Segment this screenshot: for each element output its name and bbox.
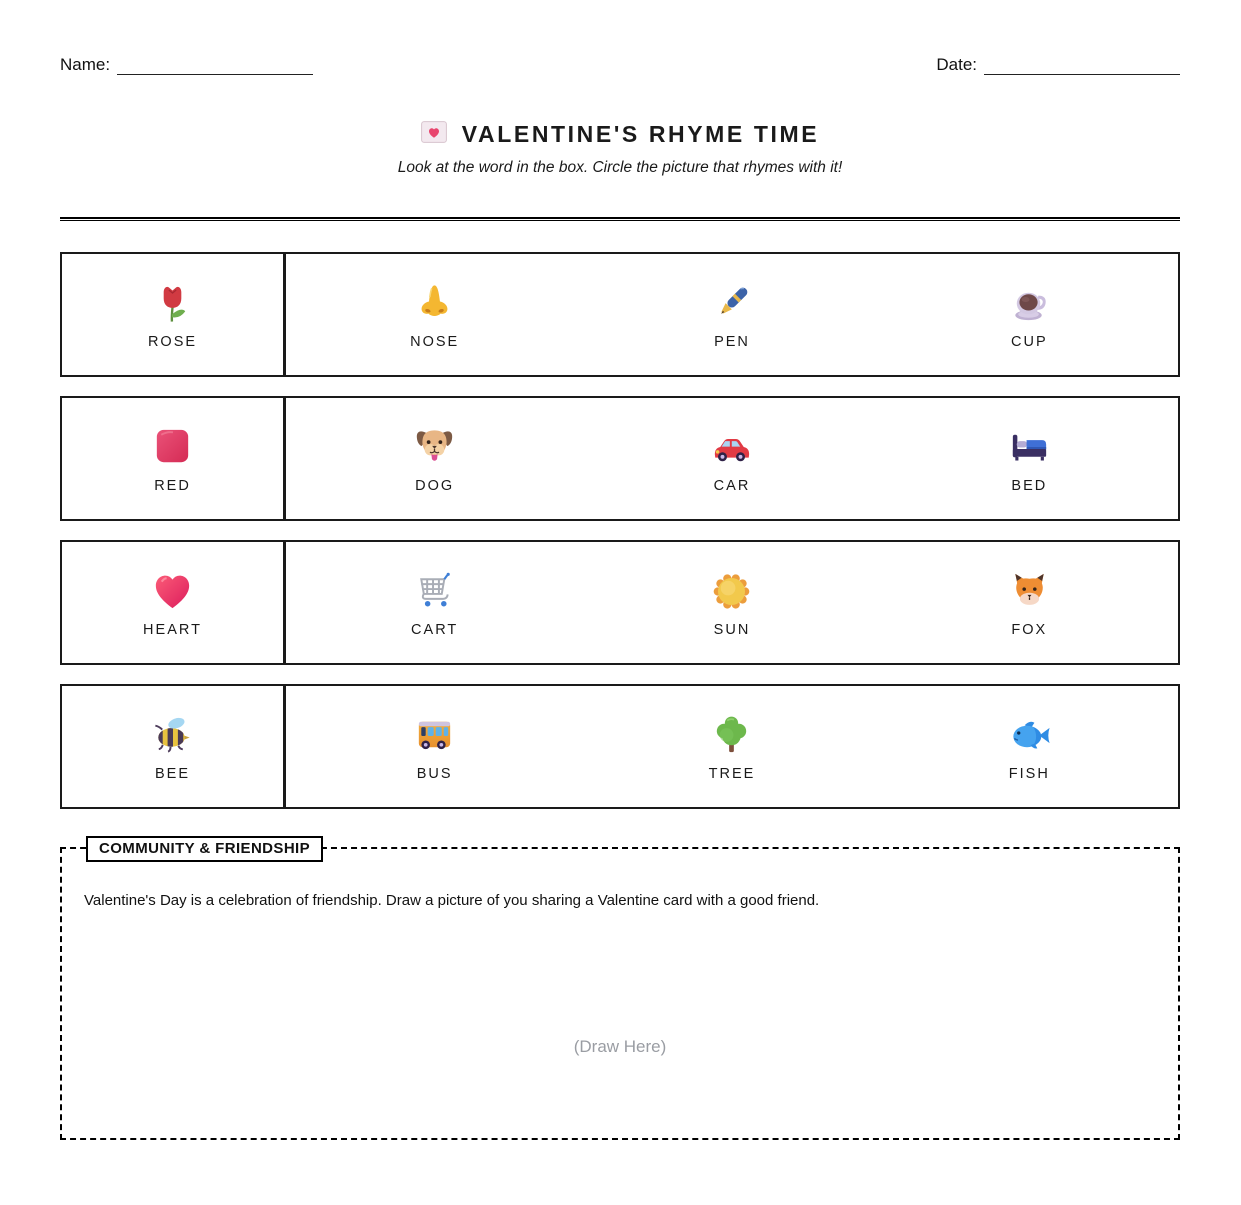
- word-box-rose: [60, 252, 285, 377]
- fox-icon: [1006, 568, 1053, 615]
- tree-icon: [708, 712, 755, 759]
- page-title: VALENTINE'S RHYME TIME: [461, 121, 820, 147]
- dog-icon: [411, 424, 458, 471]
- picture-option-car[interactable]: [583, 398, 880, 519]
- rose-icon: [149, 280, 196, 327]
- picture-option-fish[interactable]: [881, 686, 1178, 807]
- picture-option-nose[interactable]: [286, 254, 583, 375]
- picture-label: BEE: [154, 765, 190, 782]
- picture-label: BED: [1011, 477, 1048, 494]
- rhyme-row: [60, 252, 1180, 377]
- pen-icon: [708, 280, 755, 327]
- title-block: [60, 121, 1180, 177]
- picture-label: RED: [154, 477, 191, 494]
- picture-label: PEN: [714, 333, 750, 350]
- bus-icon: [411, 712, 458, 759]
- cart-icon: [411, 568, 458, 615]
- draw-area-placeholder[interactable]: (Draw Here): [573, 1037, 667, 1056]
- name-label: Name:: [60, 55, 111, 74]
- picture-label: BUS: [416, 765, 453, 782]
- bed-icon: [1006, 424, 1053, 471]
- rhyme-row: [60, 540, 1180, 665]
- picture-label: ROSE: [147, 333, 198, 350]
- activity-prompt: Valentine's Day is a celebration of friendship. Draw a picture of you sharing a Valentine card with a good friend.: [84, 892, 820, 909]
- picture-label: CAR: [713, 477, 751, 494]
- love-letter-icon: [421, 121, 447, 148]
- options-box: [284, 540, 1180, 665]
- date-blank-line[interactable]: [984, 72, 1180, 75]
- sun-icon: [708, 568, 755, 615]
- date-label: Date:: [936, 55, 977, 74]
- picture-option-bus[interactable]: [286, 686, 583, 807]
- car-icon: [708, 424, 755, 471]
- picture-label: FISH: [1008, 765, 1050, 782]
- picture-option-dog[interactable]: [286, 398, 583, 519]
- picture-option-fox[interactable]: [881, 542, 1178, 663]
- picture-option-pen[interactable]: [583, 254, 880, 375]
- divider-double-rule: [60, 217, 1180, 221]
- picture-option-sun[interactable]: [583, 542, 880, 663]
- options-box: [284, 396, 1180, 521]
- rhyme-row: [60, 684, 1180, 809]
- picture-option-bed[interactable]: [881, 398, 1178, 519]
- instructions-text: Look at the word in the box. Circle the picture that rhymes with it!: [397, 159, 843, 176]
- date-field: [936, 56, 1180, 75]
- activity-heading: COMMUNITY & FRIENDSHIP: [86, 836, 323, 862]
- picture-label: HEART: [143, 621, 202, 638]
- name-date-row: [60, 56, 1180, 75]
- picture-option-cart[interactable]: [286, 542, 583, 663]
- options-box: [284, 252, 1180, 377]
- rhyme-row: [60, 396, 1180, 521]
- picture-label: CUP: [1011, 333, 1048, 350]
- red-square-icon: [149, 424, 196, 471]
- picture-label: DOG: [415, 477, 455, 494]
- heart-icon: [149, 568, 196, 615]
- word-box-heart: [60, 540, 285, 665]
- options-box: [284, 684, 1180, 809]
- picture-option-cup[interactable]: [881, 254, 1178, 375]
- rhyme-rows: [60, 252, 1180, 809]
- nose-icon: [411, 280, 458, 327]
- name-field: [60, 56, 313, 75]
- picture-label: SUN: [713, 621, 751, 638]
- picture-label: FOX: [1011, 621, 1048, 638]
- fish-icon: [1006, 712, 1053, 759]
- picture-label: CART: [411, 621, 459, 638]
- picture-label: NOSE: [410, 333, 460, 350]
- name-blank-line[interactable]: [117, 72, 313, 75]
- activity-box: [60, 840, 1180, 1140]
- word-box-bee: [60, 684, 285, 809]
- bee-icon: [149, 712, 196, 759]
- word-box-red: [60, 396, 285, 521]
- cup-icon: [1006, 280, 1053, 327]
- picture-label: TREE: [708, 765, 756, 782]
- picture-option-tree[interactable]: [583, 686, 880, 807]
